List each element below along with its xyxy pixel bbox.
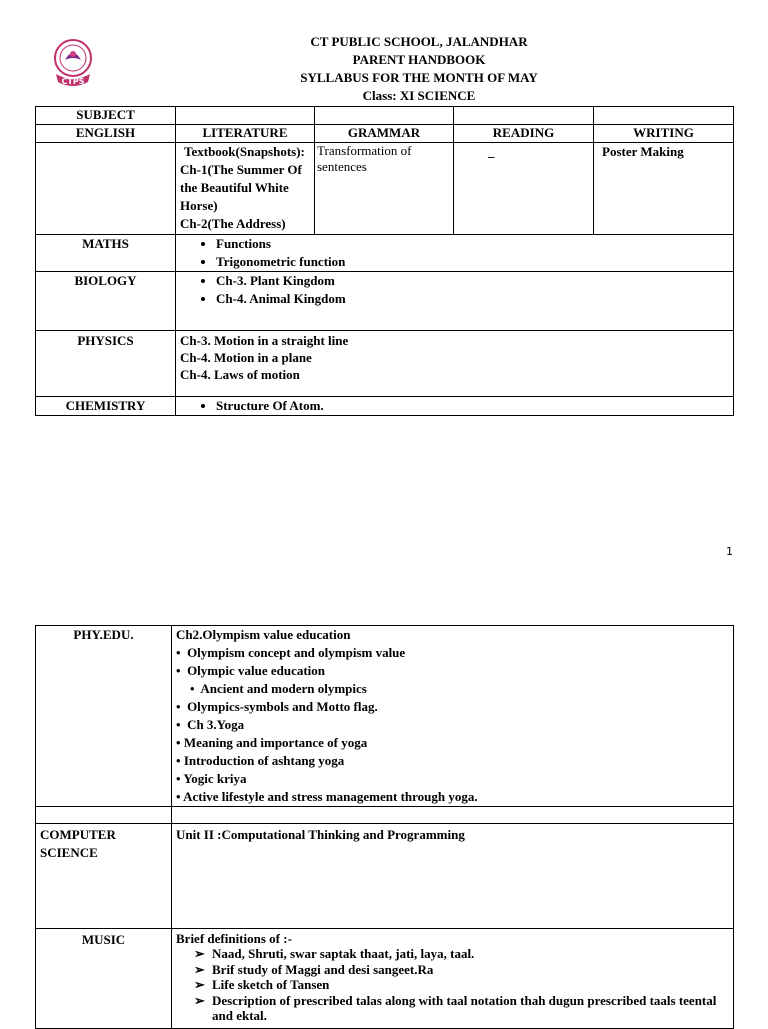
svg-text:CTPS: CTPS xyxy=(61,77,85,86)
subject-computer-science: COMPUTER SCIENCE xyxy=(36,824,172,929)
subject-english: ENGLISH xyxy=(36,125,176,143)
physics-content xyxy=(176,331,734,397)
subject-phyedu: PHY.EDU. xyxy=(36,626,172,807)
col-writing: WRITING xyxy=(594,125,734,143)
col-grammar: GRAMMAR xyxy=(315,125,454,143)
maths-content xyxy=(176,235,734,272)
list-item: ➢ Naad, Shruti, swar saptak thaat, jati, laya, taal. xyxy=(194,946,729,962)
subject-maths: MATHS xyxy=(36,235,176,272)
music-content: Brief definitions of :- ➢ Naad, Shruti, swar saptak thaat, jati, laya, taal. ➢ Brif study of Maggi and desi sangeet.Ra ➢ Life sketch of Tansen ➢ Description of prescribed talas along with taal notation thah dugun prescribed taals teental and ektal. xyxy=(172,929,734,1029)
handbook-title: PARENT HANDBOOK xyxy=(352,52,486,67)
list-item: ➢ Brif study of Maggi and desi sangeet.Ra xyxy=(194,962,729,978)
chemistry-content xyxy=(176,397,734,416)
phyedu-content: Ch2.Olympism value education • Olympism concept and olympism value • Olympic value education • Ancient and modern olympics • Olympics-symbols and Motto flag. • Ch 3.Yoga • Meaning and importance of yoga • Introduction of ashtang yoga • Yogic kriya • Active lifestyle and stress management through yoga. xyxy=(172,626,734,807)
list-item: • Ch-4. Animal Kingdom xyxy=(216,290,729,308)
english-reading: _ xyxy=(454,143,594,235)
subject-header: SUBJECT xyxy=(36,107,176,125)
biology-content xyxy=(176,272,734,331)
page-number: 1 xyxy=(726,545,733,558)
list-item: ➢ Description of prescribed talas along with taal notation thah dugun prescribed taals teental and ektal. xyxy=(194,993,729,1024)
syllabus-title: SYLLABUS FOR THE MONTH OF MAY xyxy=(300,70,538,85)
list-item: Ch-4. Laws of motion xyxy=(180,367,300,382)
list-item: • Trigonometric function xyxy=(216,253,729,271)
subject-music: MUSIC xyxy=(36,929,172,1029)
class-title: Class: XI SCIENCE xyxy=(362,88,476,103)
list-item: Ch-4. Motion in a plane xyxy=(180,350,312,365)
cs-content: Unit II :Computational Thinking and Programming xyxy=(172,824,734,929)
syllabus-table-1 xyxy=(35,106,734,416)
list-item: • Structure Of Atom. xyxy=(216,397,729,415)
school-name: CT PUBLIC SCHOOL, JALANDHAR xyxy=(310,34,528,49)
subject-chemistry: CHEMISTRY xyxy=(36,397,176,416)
col-reading: READING xyxy=(454,125,594,143)
list-item: • Ch-3. Plant Kingdom xyxy=(216,272,729,290)
syllabus-table-2 xyxy=(35,625,734,1029)
list-item: ➢ Life sketch of Tansen xyxy=(194,977,729,993)
list-item: • Functions xyxy=(216,235,729,253)
english-writing: Poster Making xyxy=(594,143,734,235)
english-literature: Textbook(Snapshots): Ch-1(The Summer Of the Beautiful White Horse) Ch-2(The Address) xyxy=(176,143,315,235)
english-grammar: Transformation of sentences xyxy=(315,143,454,235)
subject-biology: BIOLOGY xyxy=(36,272,176,331)
list-item: Ch-3. Motion in a straight line xyxy=(180,333,349,348)
col-literature: LITERATURE xyxy=(176,125,315,143)
subject-physics: PHYSICS xyxy=(36,331,176,397)
page-header xyxy=(0,33,768,105)
